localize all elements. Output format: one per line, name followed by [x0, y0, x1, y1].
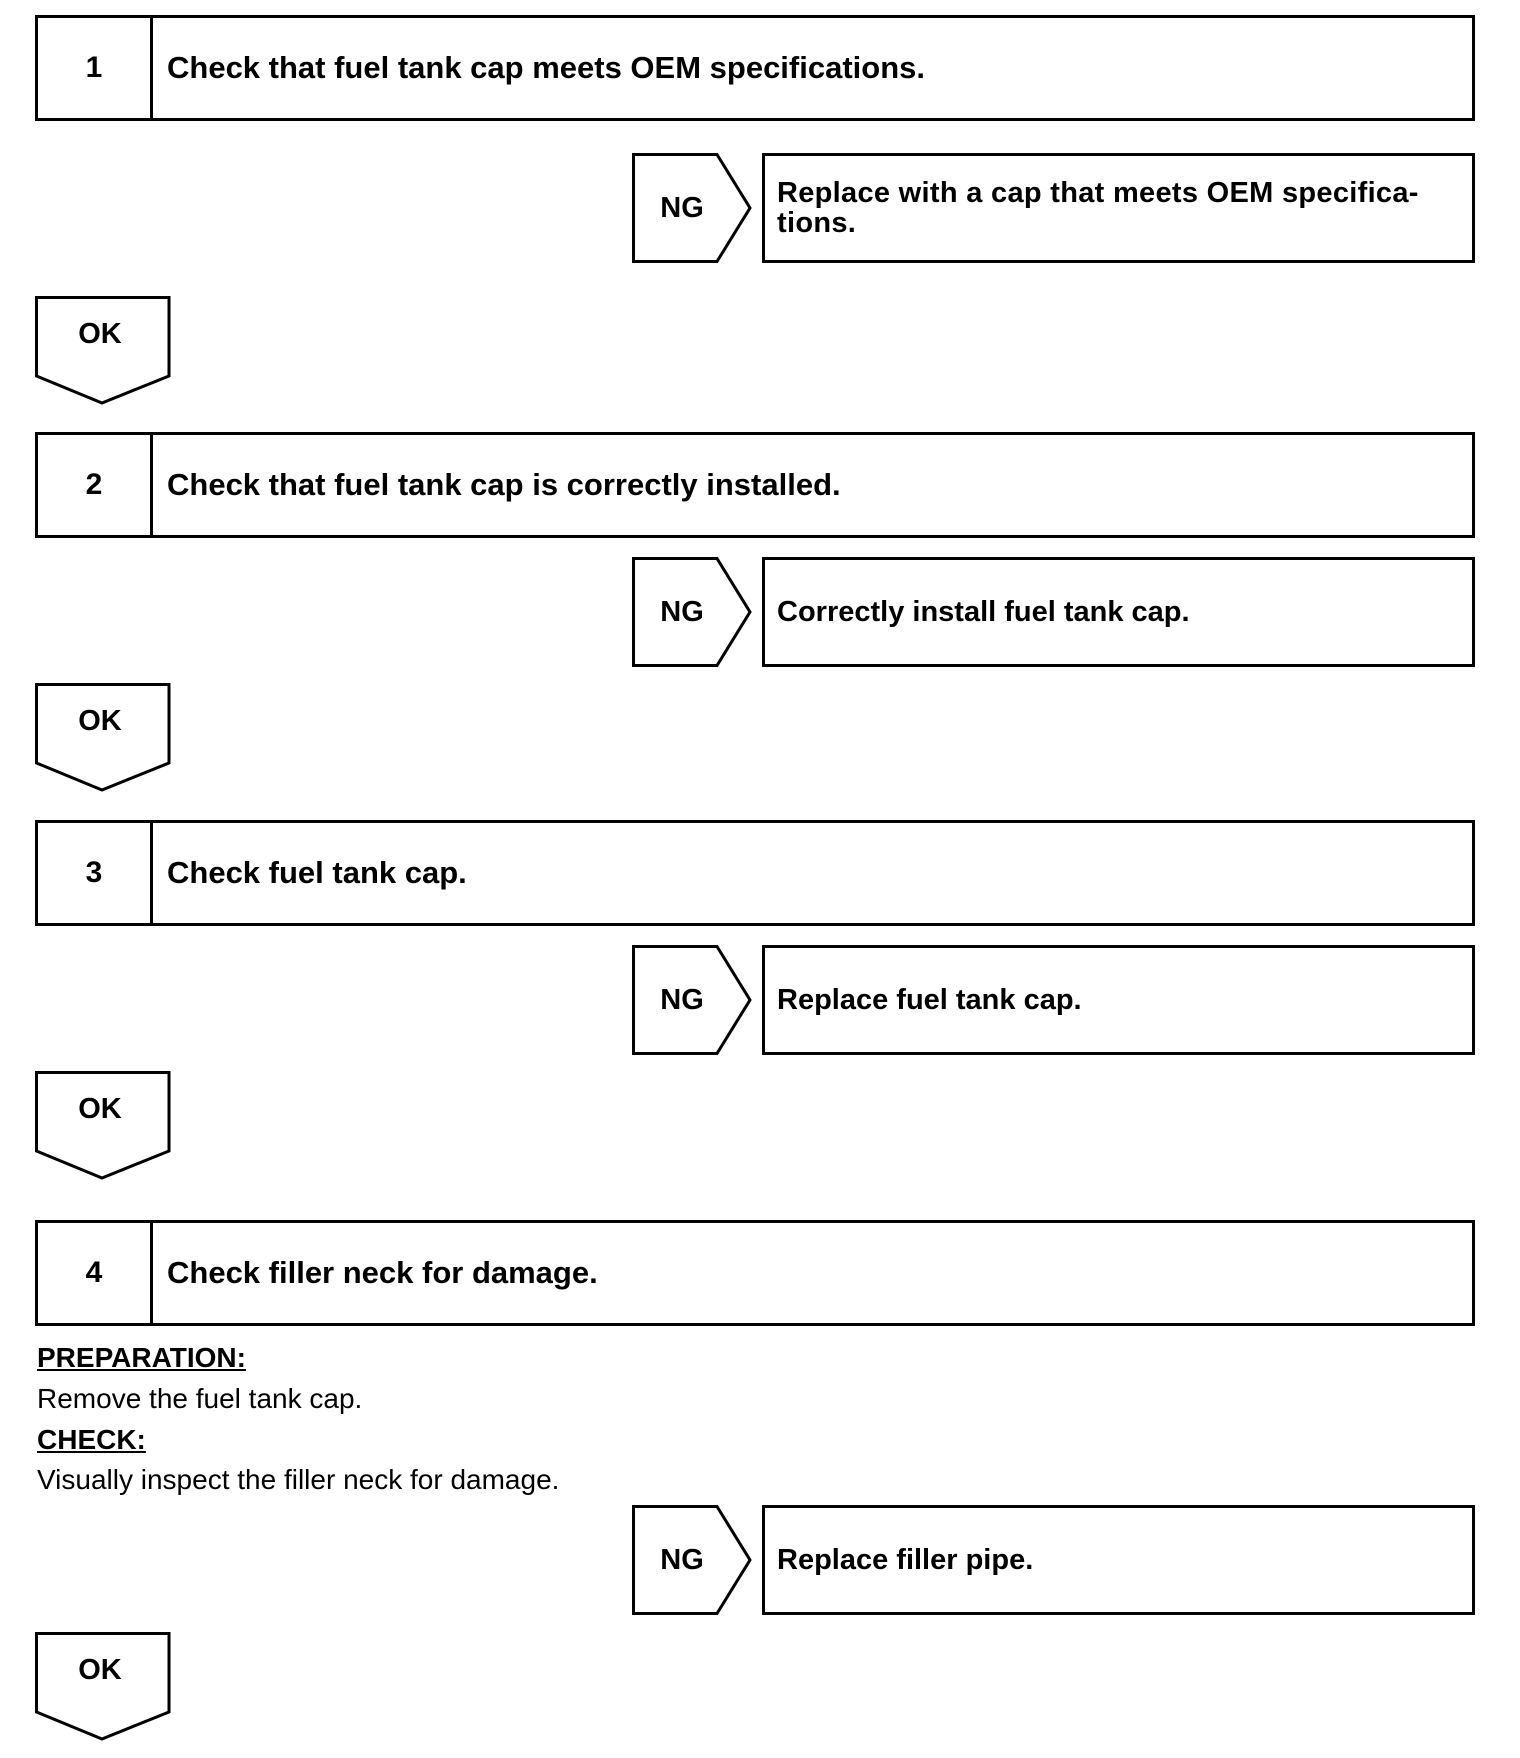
ok-arrow-tag	[35, 296, 171, 406]
step-number: 1	[38, 18, 153, 118]
step-number: 3	[38, 823, 153, 923]
step-title: Check that fuel tank cap meets OEM specifications.	[167, 50, 926, 85]
ng-arrow-tag	[632, 153, 754, 263]
check-heading: CHECK:	[37, 1424, 146, 1455]
ok-arrow-tag	[35, 683, 171, 793]
preparation-heading: PREPARATION:	[37, 1342, 246, 1373]
ng-label: NG	[660, 983, 704, 1016]
check-text: Visually inspect the filler neck for damage.	[37, 1464, 560, 1495]
ok-arrow-tag	[35, 1632, 171, 1742]
step-number: 4	[38, 1223, 153, 1323]
ok-label: OK	[78, 705, 122, 737]
ng-label: NG	[660, 191, 704, 224]
ok-arrow-tag	[35, 1071, 171, 1181]
ng-arrow-tag	[632, 557, 754, 667]
step-4-box	[35, 1220, 1475, 1326]
ok-label: OK	[78, 318, 122, 350]
step-title: Check that fuel tank cap is correctly installed.	[167, 467, 841, 502]
ng-action-box: Replace with a cap that meets OEM specifica- tions.	[762, 153, 1475, 263]
step-2-box	[35, 432, 1475, 538]
ng-action-box: Replace fuel tank cap.	[762, 945, 1475, 1055]
preparation-text: Remove the fuel tank cap.	[37, 1383, 363, 1414]
ng-arrow-tag	[632, 1505, 754, 1615]
ng-label: NG	[660, 1543, 704, 1576]
step-title: Check fuel tank cap.	[167, 855, 467, 890]
step-title: Check filler neck for damage.	[167, 1255, 598, 1290]
step-number: 2	[38, 435, 153, 535]
ng-arrow-tag	[632, 945, 754, 1055]
ng-label: NG	[660, 595, 704, 628]
ng-action-box: Replace filler pipe.	[762, 1505, 1475, 1615]
step-3-box	[35, 820, 1475, 926]
ok-label: OK	[78, 1654, 122, 1686]
step-1-box	[35, 15, 1475, 121]
ng-action-box: Correctly install fuel tank cap.	[762, 557, 1475, 667]
ok-label: OK	[78, 1093, 122, 1125]
